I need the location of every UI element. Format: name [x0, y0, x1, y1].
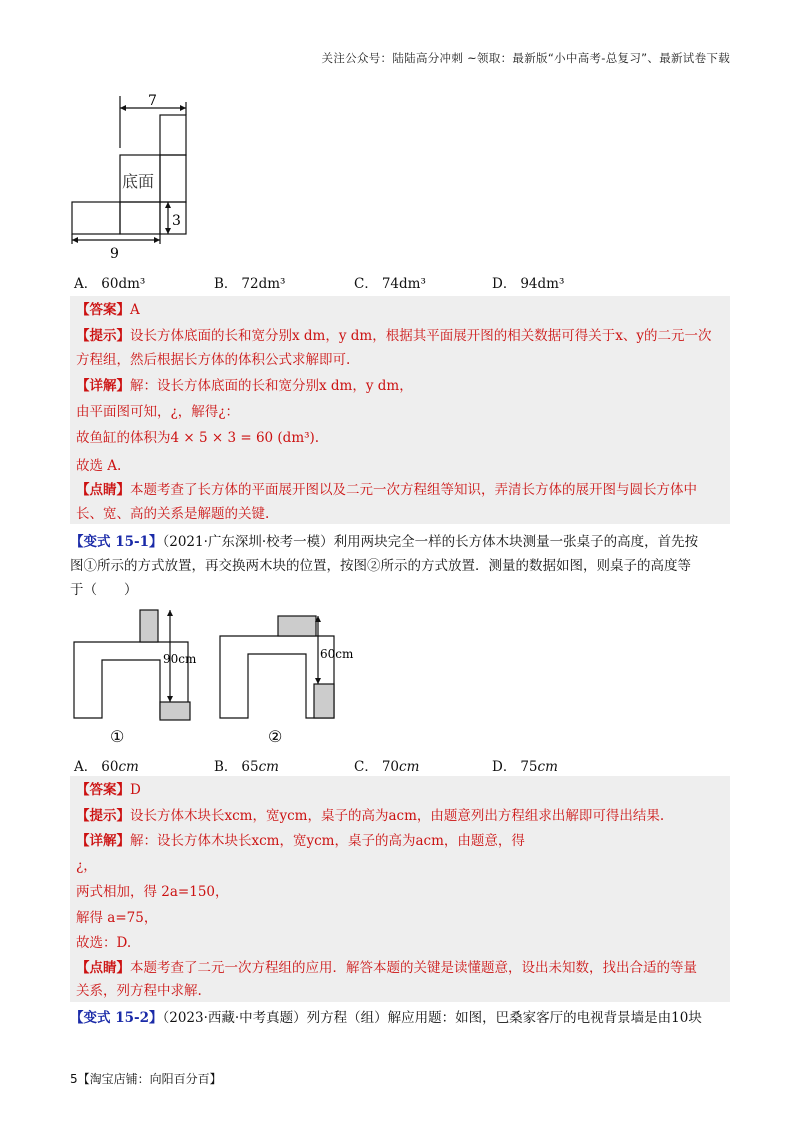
- shop-label: 【淘宝店铺：向阳百分百】: [77, 1072, 222, 1086]
- q2-detail: 【详解】解：设长方体木块长xcm，宽ycm，桌子的高为acm，由题意，得: [76, 833, 525, 849]
- table-figure-2: [220, 616, 334, 718]
- q2-option-b[interactable]: B． 65cm: [214, 759, 279, 775]
- q1-hint: 【提示】设长方体底面的长和宽分别x dm，y dm，根据其平面展开图的相关数据可得关于x、y的二元一次: [76, 328, 712, 344]
- q1-comment-cont: 长、宽、高的关系是解题的关键.: [76, 506, 270, 522]
- q1-detail-4: 故选 A.: [76, 458, 122, 474]
- q2-comment-cont: 关系，列方程中求解.: [76, 983, 202, 999]
- q2-option-a[interactable]: A． 60cm: [74, 759, 139, 775]
- net-label-9: 9: [110, 246, 119, 262]
- q2-detail-5: 故选：D.: [76, 935, 132, 951]
- fig2-measure-label: 60cm: [320, 647, 354, 661]
- q2-detail-4: 解得 a=75，: [76, 910, 158, 926]
- net-right-face: [160, 155, 186, 202]
- fig1-measure-label: 90cm: [163, 652, 197, 666]
- q2-option-d[interactable]: D． 75cm: [492, 759, 558, 775]
- q1-option-a[interactable]: A． 60dm³: [74, 276, 146, 292]
- q1-detail-3: 故鱼缸的体积为4 × 5 × 3 = 60 (dm³).: [76, 430, 320, 446]
- q1-option-d[interactable]: D． 94dm³: [492, 276, 565, 292]
- page-number: 5: [70, 1072, 78, 1086]
- q2-solution-box: [70, 776, 730, 1002]
- page-header: 关注公众号：陆陆高分冲刺 ~领取：最新版“小中高考-总复习”、最新试卷下载: [321, 51, 730, 65]
- q3-stem: 【变式 15-2】（2023·西藏·中考真题）列方程（组）解应用题：如图，巴桑家客厅的电视背景墙是由10块: [70, 1010, 702, 1026]
- q1-solution-box: [70, 296, 730, 524]
- net-label-3: 3: [172, 213, 181, 229]
- q1-answer: 【答案】A: [76, 302, 140, 318]
- q2-comment: 【点睛】本题考查了二元一次方程组的应用．解答本题的关键是读懂题意，设出未知数，找出合适的等量: [76, 960, 697, 976]
- net-bottom-mid-face: [120, 202, 160, 234]
- q2-detail-3: 两式相加，得 2a=150，: [76, 884, 229, 900]
- q1-option-c[interactable]: C． 74dm³: [354, 276, 426, 292]
- q2-detail-2: ¿，: [76, 858, 97, 874]
- cuboid-net-figure: [60, 88, 200, 263]
- q2-answer: 【答案】D: [76, 782, 141, 798]
- q1-hint-cont: 方程组，然后根据长方体的体积公式求解即可.: [76, 352, 351, 368]
- q2-stem: 【变式 15-1】（2021·广东深圳·校考一模）利用两块完全一样的长方体木块测量一张桌子的高度，首先按 图①所示的方式放置，再交换两木块的位置，按图②所示的方式放置．测量的数据如图，则桌子的高度等 于（ ）: [70, 534, 699, 598]
- net-label-base: 底面: [122, 172, 155, 191]
- net-label-7: 7: [148, 93, 157, 109]
- q2-hint: 【提示】设长方体木块长xcm，宽ycm，桌子的高为acm，由题意列出方程组求出解即可得出结果.: [76, 808, 665, 824]
- fig2-number: ②: [268, 727, 283, 746]
- q1-detail-2: 由平面图可知，¿，解得¿：: [76, 404, 239, 420]
- q1-option-b[interactable]: B． 72dm³: [214, 276, 286, 292]
- q1-comment: 【点睛】本题考查了长方体的平面展开图以及二元一次方程组等知识，弄清长方体的展开图与圆长方体中: [76, 482, 697, 498]
- net-top-face: [160, 115, 186, 155]
- q1-detail: 【详解】解：设长方体底面的长和宽分别x dm，y dm，: [76, 378, 413, 394]
- q2-option-c[interactable]: C． 70cm: [354, 759, 420, 775]
- fig1-number: ①: [110, 727, 125, 746]
- page-footer: [70, 1070, 222, 1087]
- table-measure-figures: [68, 608, 368, 753]
- net-bottom-left-face: [72, 202, 120, 234]
